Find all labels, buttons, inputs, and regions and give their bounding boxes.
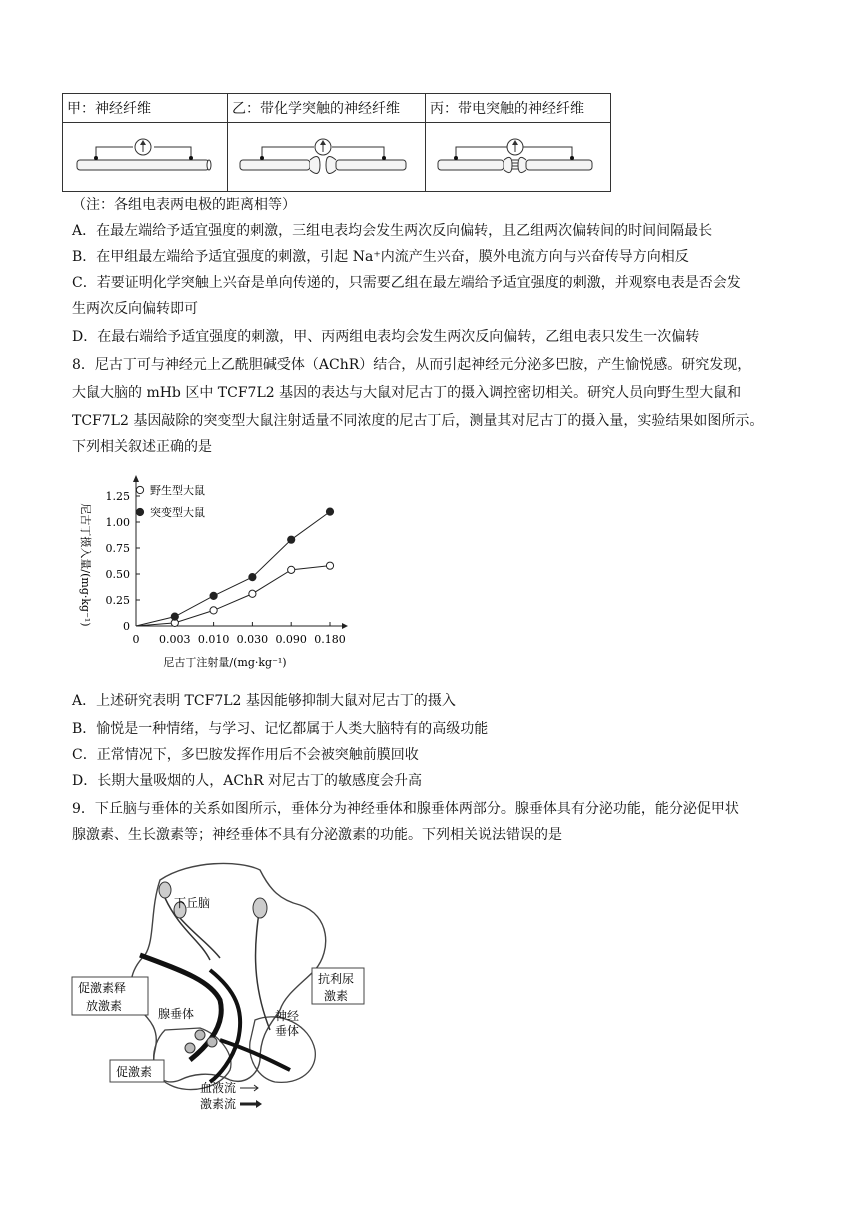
fiber-table [62,93,611,192]
gland-cell [185,1043,195,1053]
chart-y-tick-label: 1.25 [105,490,130,503]
label-releasing-1: 促激素释 [78,981,127,995]
chart-y-tick-label: 0.50 [105,568,130,581]
q8-option-d: D．长期大量吸烟的人，AChR 对尼古丁的敏感度会升高 [72,773,423,789]
fiber-diagram-yi [228,123,426,192]
chart-point [288,566,295,573]
table-header-bing: 丙：带电突触的神经纤维 [426,94,611,123]
label-neuro-1: 神经 [275,1009,300,1023]
blood-flow-arrow [240,1085,258,1091]
chart-x-tick-label: 0.030 [236,633,269,646]
chart-point [326,562,333,569]
label-blood-flow: 血液流 [200,1081,237,1095]
chart-x-tick-label: 0.090 [275,633,307,646]
q9-stem-1: 9．下丘脑与垂体的关系如图所示，垂体分为神经垂体和腺垂体两部分。腺垂体具有分泌功能，能分泌促甲状 [72,801,739,817]
label-tropic: 促激素 [116,1065,153,1079]
q8-option-a: A．上述研究表明 TCF7L2 基因能够抑制大鼠对尼古丁的摄入 [72,693,456,709]
chart-x-arrow [342,623,348,629]
chart-y-tick-label: 1.00 [105,516,130,529]
q8-stem-4: 下列相关叙述正确的是 [72,439,212,455]
chart-point [249,574,256,581]
q7-option-c: C．若要证明化学突触上兴奋是单向传递的，只需要乙组在最左端给予适宜强度的刺激，并观察电表是否会发 [72,275,741,291]
label-tropic-box [110,1060,164,1082]
chart-y-label: 尼古丁摄入量/(mg·kg⁻¹) [79,503,92,627]
chart-y-tick-label: 0.75 [105,542,130,555]
chart-point [210,592,217,599]
chart-legend [136,483,205,519]
q8-stem-3: TCF7L2 基因敲除的突变型大鼠注射适量不同浓度的尼古丁后，测量其对尼古丁的摄入量，实验结果如图所示。 [72,413,764,429]
chart-series-line [136,566,330,626]
q8-stem-1: 8．尼古丁可与神经元上乙酰胆碱受体（AChR）结合，从而引起神经元分泌多巴胺，产生愉悦感。研究发现， [72,357,752,373]
label-hypothalamus: 下丘脑 [174,896,211,910]
chart-x-tick-label: 0.003 [159,633,191,646]
label-adh-2: 激素 [324,989,349,1003]
chart-x-label: 尼古丁注射量/(mg·kg⁻¹) [163,656,287,669]
hypothalamus-outline [131,863,326,1082]
chart-y-arrow [133,475,139,482]
chart-point [249,590,256,597]
neuron-axon [256,905,270,1030]
q7-note: （注：各组电表两电极的距离相等） [72,197,296,213]
label-adh-1: 抗利尿 [318,972,355,986]
q7-option-d: D．在最右端给予适宜强度的刺激，甲、丙两组电表均会发生两次反向偏转，乙组电表只发生一次偏转 [72,329,700,345]
label-adenohypophysis: 腺垂体 [158,1007,195,1021]
fiber-diagram-jia [63,123,228,192]
neuron-cell-body [159,882,171,898]
table-header-yi: 乙：带化学突触的神经纤维 [228,94,426,123]
legend-label-mutant: 突变型大鼠 [150,506,205,519]
chart-x-tick-label: 0.180 [314,633,346,646]
legend-label-wild: 野生型大鼠 [150,484,205,497]
q8-option-c: C．正常情况下，多巴胺发挥作用后不会被突触前膜回收 [72,747,419,763]
blood-vessel [210,970,240,1082]
label-adh-box [312,968,364,1004]
q9-stem-2: 腺激素、生长激素等；神经垂体不具有分泌激素的功能。下列相关说法错误的是 [72,827,562,843]
legend-marker-mutant [136,508,143,515]
q7-option-a: A．在最左端给予适宜强度的刺激，三组电表均会发生两次反向偏转，且乙组两次偏转间的时间间隔最长 [72,223,713,239]
neuron-axon [180,918,220,958]
table-header-jia: 甲：神经纤维 [63,94,228,123]
neuron-cell-body [253,898,267,918]
chart-x-tick-label: 0.010 [197,633,230,646]
chart-x-tick-label: 0 [132,633,140,646]
chart-point [210,607,217,614]
gland-cell [207,1037,217,1047]
q8-stem-2: 大鼠大脑的 mHb 区中 TCF7L2 基因的表达与大鼠对尼古丁的摄入调控密切相关。研究人员向野生型大鼠和 [72,385,742,401]
q8-option-b: B．愉悦是一种情绪，与学习、记忆都属于人类大脑特有的高级功能 [72,721,489,737]
gland-cell [195,1030,205,1040]
label-hormone-flow: 激素流 [200,1097,237,1110]
chart-y-tick-label: 0.25 [105,594,130,607]
fiber-diagram-bing [426,123,611,192]
hormone-flow-arrowhead [256,1100,262,1108]
chart-y-tick-label: 0 [123,620,130,633]
chart-point [326,508,333,515]
q7-option-b: B．在甲组最左端给予适宜强度的刺激，引起 Na⁺内流产生兴奋，膜外电流方向与兴奋传导方向相反 [72,249,689,265]
q7-option-c-cont: 生两次反向偏转即可 [72,301,198,317]
label-releasing-hormone-box [72,977,148,1015]
nicotine-chart [70,470,370,670]
legend-marker-wild [136,486,143,493]
hypothalamus-pituitary-diagram [70,860,370,1110]
label-neuro-2: 垂体 [275,1024,300,1038]
label-releasing-2: 放激素 [86,999,123,1013]
chart-point [288,536,295,543]
chart-point [171,613,178,620]
